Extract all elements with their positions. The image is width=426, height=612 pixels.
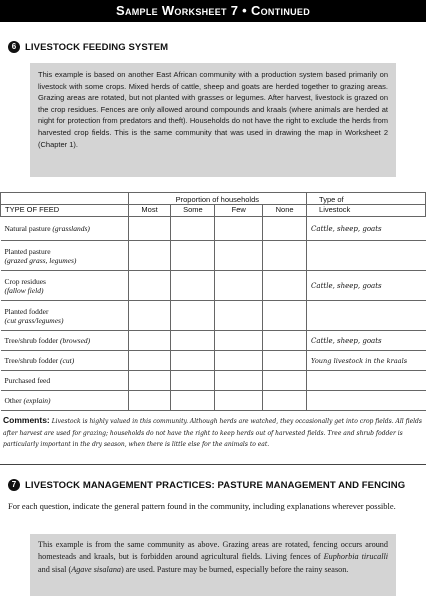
feed-name: Planted pasture (grazed grass, legumes) [1,241,129,271]
none-cell[interactable] [263,351,307,371]
some-cell[interactable] [171,271,215,301]
none-cell[interactable] [263,301,307,331]
feed-name: Planted fodder (cut grass/legumes) [1,301,129,331]
some-cell[interactable] [171,217,215,241]
few-cell[interactable] [215,241,263,271]
some-cell[interactable] [171,301,215,331]
livestock-cell[interactable]: Young livestock in the kraals [307,351,426,371]
table-row [1,391,426,411]
table-row [1,371,426,391]
section-7-example-text-1: This example is from the same community as above. Grazing areas are rotated, fencing occurs around homesteads and kraals, but is forbidden around agricultural fields. Living fences of [38,540,388,562]
livestock-type-header-2: Livestock [307,205,426,217]
most-cell[interactable] [128,331,171,351]
feed-name: Tree/shrub fodder (browsed) [1,331,129,351]
section-7-title: LIVESTOCK MANAGEMENT PRACTICES: PASTURE MANAGEMENT AND FENCING [25,479,406,491]
type-of-feed-header: TYPE OF FEED [1,205,129,217]
table-row [1,241,426,271]
few-cell[interactable] [215,301,263,331]
table-row [1,301,426,331]
most-cell[interactable] [128,301,171,331]
section-6-example-box [30,63,396,177]
none-cell[interactable] [263,217,307,241]
livestock-type-header-1: Type of [307,193,426,205]
section-7-example-text-3: ) are used. Pasture may be burned, especially before the rainy season. [121,564,349,574]
livestock-cell[interactable]: Cattle, sheep, goats [307,271,426,301]
few-cell[interactable] [215,331,263,351]
livestock-cell[interactable]: Cattle, sheep, goats [307,217,426,241]
comments-text: Livestock is highly valued in this community. Although herds are watched, they occasionally get into crop fields. All fields after harvest are used for grazing; households do not have the right to keep herds out of harvested fields. Tree and shrub fodder is particularly important in the dry season, when there is little else for the animals to eat. [3,418,422,448]
most-cell[interactable] [128,391,171,411]
latin-name-agave: Agave sisalana [71,564,122,574]
none-cell[interactable] [263,371,307,391]
some-cell[interactable] [171,391,215,411]
section-divider [0,464,426,465]
few-cell[interactable] [215,271,263,301]
livestock-cell[interactable] [307,241,426,271]
worksheet-title: Sample Worksheet 7 • Continued [115,3,311,18]
most-cell[interactable] [128,351,171,371]
section-6-number: 6 [8,41,20,53]
none-cell[interactable] [263,391,307,411]
latin-name-euphorbia: Euphorbia tirucalli [323,552,389,562]
few-cell[interactable] [215,371,263,391]
section-7-number: 7 [8,479,20,491]
livestock-cell[interactable] [307,391,426,411]
livestock-cell[interactable]: Cattle, sheep, goats [307,331,426,351]
section-6-title: LIVESTOCK FEEDING SYSTEM [25,41,169,53]
comments-label: Comments: [3,415,50,425]
livestock-cell[interactable] [307,371,426,391]
feed-name: Tree/shrub fodder (cut) [1,351,129,371]
some-cell[interactable] [171,331,215,351]
worksheet-header [0,0,426,22]
few-cell[interactable] [215,217,263,241]
table-row [1,351,426,371]
section-6-example-text: This example is based on another East African community with a production system based primarily on livestock with some crops. Mixed herds of cattle, sheep and goats are herded together to grazing areas. Grazing areas are rotated, but not planted with grasses or legumes. After harvest, livestock is grazed on the crop residues. Fences are only allowed around compounds and kraals (where animals are herded at night for protection from predators and theft). Households do not have the right to exclude the herds from harvested crop fields. This is the same community that was used in drawing the map in Worksheet 2 (Chapter 1). [38,70,388,149]
section-7-instruction: For each question, indicate the general pattern found in the community, including explanations wherever possible. [8,501,396,511]
livestock-cell[interactable] [307,301,426,331]
feed-table [0,192,426,411]
table-row [1,217,426,241]
comments-block [3,415,423,451]
most-cell[interactable] [128,271,171,301]
col-none: None [263,205,307,217]
feed-name: Crop residues (fallow field) [1,271,129,301]
feed-name: Other (explain) [1,391,129,411]
section-6-heading [8,41,168,53]
col-few: Few [215,205,263,217]
feed-name: Purchased feed [1,371,129,391]
table-row [1,331,426,351]
few-cell[interactable] [215,391,263,411]
most-cell[interactable] [128,371,171,391]
table-row [1,271,426,301]
col-some: Some [171,205,215,217]
section-7-example-text-2: and sisal ( [38,564,72,574]
none-cell[interactable] [263,331,307,351]
some-cell[interactable] [171,351,215,371]
feed-name: Natural pasture (grasslands) [1,217,129,241]
some-cell[interactable] [171,241,215,271]
proportion-header: Proportion of households [128,193,306,205]
some-cell[interactable] [171,371,215,391]
none-cell[interactable] [263,241,307,271]
none-cell[interactable] [263,271,307,301]
col-most: Most [128,205,171,217]
section-7-heading [8,479,405,491]
most-cell[interactable] [128,217,171,241]
few-cell[interactable] [215,351,263,371]
most-cell[interactable] [128,241,171,271]
section-7-example-box [30,534,396,596]
